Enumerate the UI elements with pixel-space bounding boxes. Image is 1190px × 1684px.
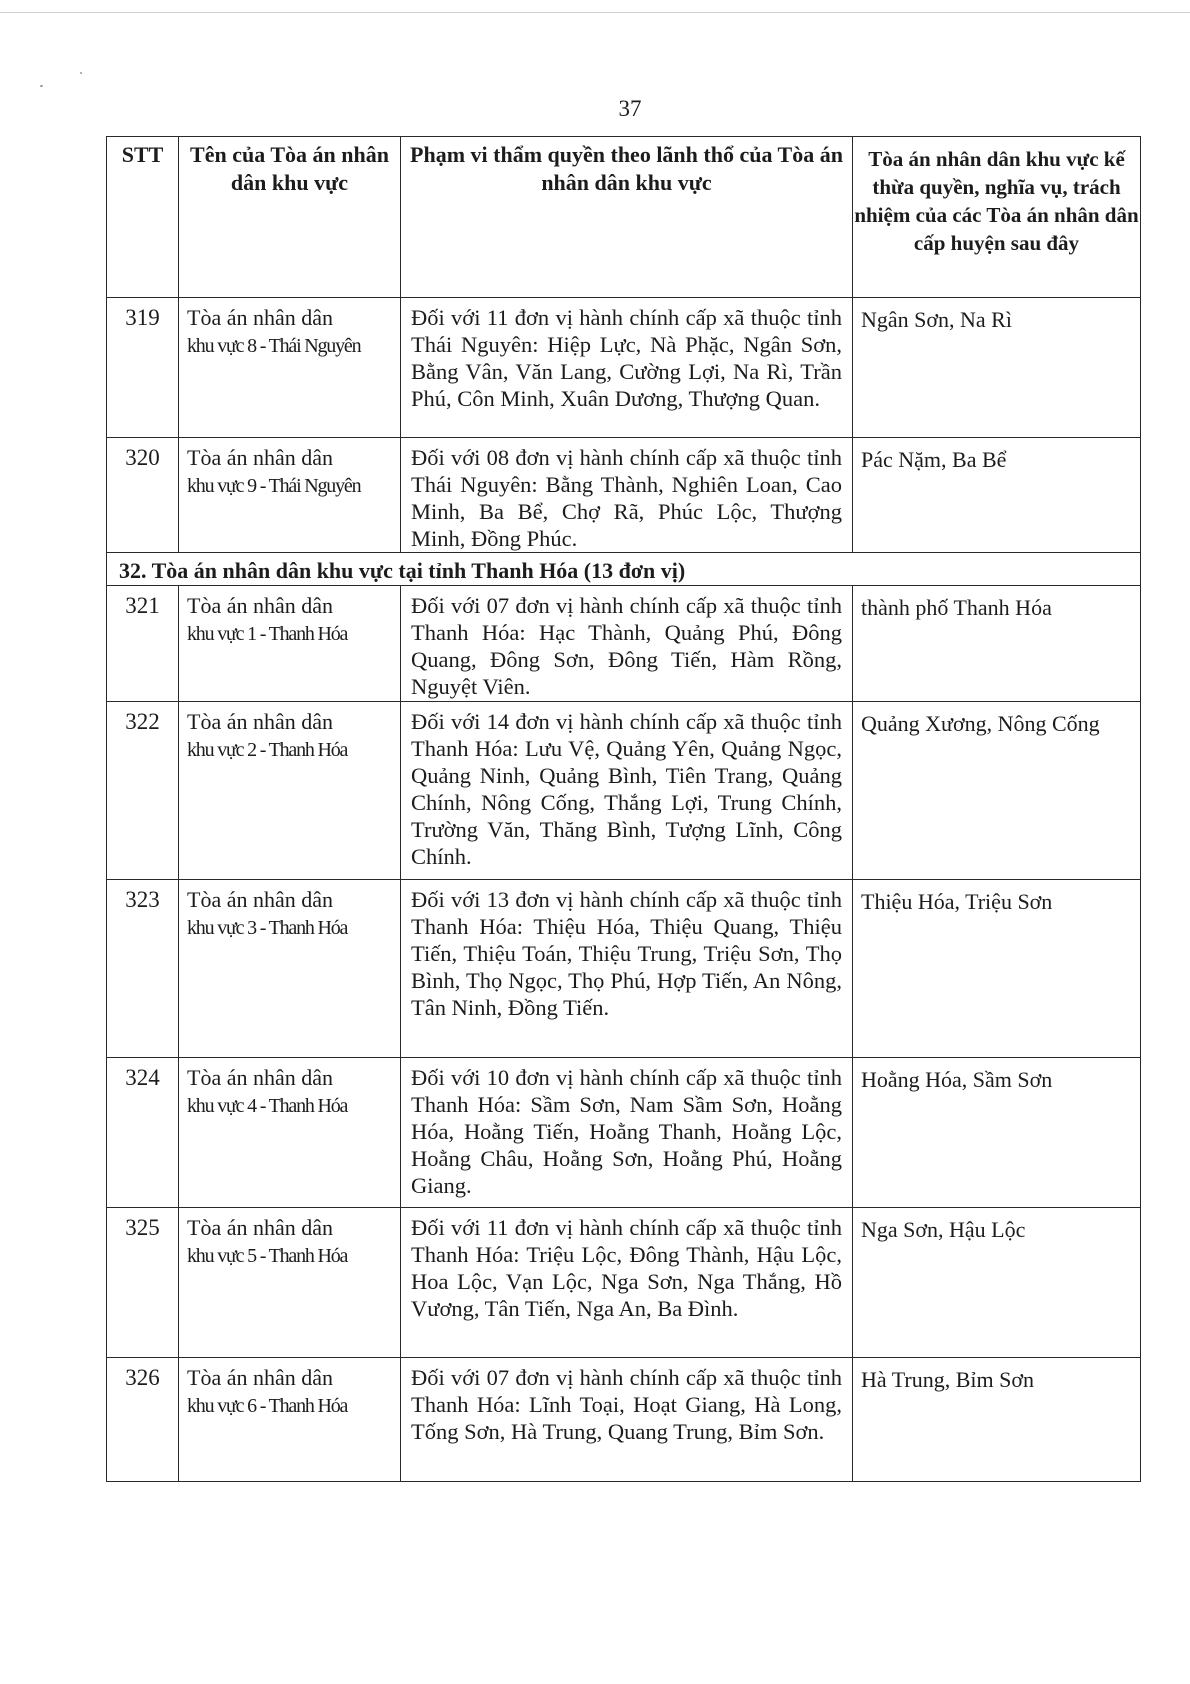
page-number: 37 — [618, 96, 642, 121]
row-court-name — [179, 1208, 401, 1358]
table-row — [107, 1358, 1141, 1482]
court-name-line2: khu vực 4 - Thanh Hóa — [187, 1095, 348, 1117]
row-inherit: Hà Trung, Bỉm Sơn — [853, 1358, 1141, 1482]
scan-top-edge — [0, 12, 1190, 13]
row-inherit: Nga Sơn, Hậu Lộc — [853, 1208, 1141, 1358]
court-name-line2: khu vực 1 - Thanh Hóa — [187, 623, 348, 645]
row-scope: Đối với 07 đơn vị hành chính cấp xã thuộc tỉnh Thanh Hóa: Hạc Thành, Quảng Phú, Đông Quang, Đông Sơn, Đông Tiến, Hàm Rồng, Nguyệt Viên. — [401, 586, 853, 702]
table-row — [107, 702, 1141, 880]
row-inherit: Quảng Xương, Nông Cống — [853, 702, 1141, 880]
row-stt: 324 — [107, 1058, 179, 1208]
header-court-name: Tên của Tòa án nhân dân khu vực — [179, 137, 401, 298]
table-row — [107, 1058, 1141, 1208]
table-row — [107, 586, 1141, 702]
table-row — [107, 438, 1141, 553]
row-inherit: thành phố Thanh Hóa — [853, 586, 1141, 702]
row-scope: Đối với 08 đơn vị hành chính cấp xã thuộc tỉnh Thái Nguyên: Bằng Thành, Nghiên Loan, Cao Minh, Ba Bể, Chợ Rã, Phúc Lộc, Thượng Minh, Đồng Phúc. — [401, 438, 853, 553]
row-scope: Đối với 11 đơn vị hành chính cấp xã thuộc tỉnh Thanh Hóa: Triệu Lộc, Đông Thành, Hậu Lộc, Hoa Lộc, Vạn Lộc, Nga Sơn, Nga Thắng, Hồ Vương, Tân Tiến, Nga An, Ba Đình. — [401, 1208, 853, 1358]
court-name-line2: khu vực 8 - Thái Nguyên — [187, 335, 361, 357]
header-inheriting-courts: Tòa án nhân dân khu vực kế thừa quyền, nghĩa vụ, trách nhiệm của các Tòa án nhân dân cấp huyện sau đây — [853, 137, 1141, 298]
table-row — [107, 1208, 1141, 1358]
court-name-line1: Tòa án nhân dân — [187, 445, 333, 470]
table-header-row — [107, 137, 1141, 298]
court-name-line1: Tòa án nhân dân — [187, 1215, 333, 1240]
row-court-name — [179, 1358, 401, 1482]
scan-speck — [80, 72, 82, 74]
row-inherit: Thiệu Hóa, Triệu Sơn — [853, 880, 1141, 1058]
row-stt: 325 — [107, 1208, 179, 1358]
row-stt: 326 — [107, 1358, 179, 1482]
court-name-line2: khu vực 2 - Thanh Hóa — [187, 739, 348, 761]
header-stt: STT — [107, 137, 179, 298]
row-court-name — [179, 298, 401, 438]
row-stt: 321 — [107, 586, 179, 702]
court-name-line2: khu vực 5 - Thanh Hóa — [187, 1245, 348, 1267]
scan-speck — [40, 85, 43, 87]
header-territorial-scope: Phạm vi thẩm quyền theo lãnh thổ của Tòa án nhân dân khu vực — [401, 137, 853, 298]
court-name-line1: Tòa án nhân dân — [187, 887, 333, 912]
section-title: 32. Tòa án nhân dân khu vực tại tỉnh Thanh Hóa (13 đơn vị) — [107, 553, 1141, 586]
row-stt: 322 — [107, 702, 179, 880]
row-scope: Đối với 07 đơn vị hành chính cấp xã thuộc tỉnh Thanh Hóa: Lĩnh Toại, Hoạt Giang, Hà Long, Tống Sơn, Hà Trung, Quang Trung, Bỉm Sơn. — [401, 1358, 853, 1482]
table-row — [107, 880, 1141, 1058]
row-court-name — [179, 586, 401, 702]
row-inherit: Hoằng Hóa, Sầm Sơn — [853, 1058, 1141, 1208]
row-inherit: Ngân Sơn, Na Rì — [853, 298, 1141, 438]
court-name-line1: Tòa án nhân dân — [187, 1065, 333, 1090]
court-name-line2: khu vực 3 - Thanh Hóa — [187, 917, 348, 939]
court-name-line1: Tòa án nhân dân — [187, 593, 333, 618]
court-jurisdiction-table — [106, 136, 1141, 1482]
court-name-line1: Tòa án nhân dân — [187, 1365, 333, 1390]
court-name-line1: Tòa án nhân dân — [187, 709, 333, 734]
court-name-line2: khu vực 6 - Thanh Hóa — [187, 1395, 348, 1417]
row-court-name — [179, 438, 401, 553]
row-scope: Đối với 10 đơn vị hành chính cấp xã thuộc tỉnh Thanh Hóa: Sầm Sơn, Nam Sầm Sơn, Hoằng Hóa, Hoằng Tiến, Hoằng Thanh, Hoằng Lộc, Hoằng Châu, Hoằng Sơn, Hoằng Phú, Hoằng Giang. — [401, 1058, 853, 1208]
row-stt: 320 — [107, 438, 179, 553]
table-row — [107, 298, 1141, 438]
section-heading-row — [107, 553, 1141, 586]
row-court-name — [179, 1058, 401, 1208]
row-court-name — [179, 702, 401, 880]
court-name-line2: khu vực 9 - Thái Nguyên — [187, 475, 361, 497]
row-stt: 319 — [107, 298, 179, 438]
row-scope: Đối với 14 đơn vị hành chính cấp xã thuộc tỉnh Thanh Hóa: Lưu Vệ, Quảng Yên, Quảng Ngọc, Quảng Ninh, Quảng Bình, Tiên Trang, Quảng Chính, Nông Cống, Thắng Lợi, Trung Chính, Trường Văn, Thăng Bình, Tượng Lĩnh, Công Chính. — [401, 702, 853, 880]
court-name-line1: Tòa án nhân dân — [187, 305, 333, 330]
row-court-name — [179, 880, 401, 1058]
row-scope: Đối với 13 đơn vị hành chính cấp xã thuộc tỉnh Thanh Hóa: Thiệu Hóa, Thiệu Quang, Thiệu Tiến, Thiệu Toán, Thiệu Trung, Triệu Sơn, Thọ Bình, Thọ Ngọc, Thọ Phú, Hợp Tiến, An Nông, Tân Ninh, Đồng Tiến. — [401, 880, 853, 1058]
row-scope: Đối với 11 đơn vị hành chính cấp xã thuộc tỉnh Thái Nguyên: Hiệp Lực, Nà Phặc, Ngân Sơn, Bằng Vân, Văn Lang, Cường Lợi, Na Rì, Trần Phú, Côn Minh, Xuân Dương, Thượng Quan. — [401, 298, 853, 438]
row-inherit: Pác Nặm, Ba Bể — [853, 438, 1141, 553]
row-stt: 323 — [107, 880, 179, 1058]
